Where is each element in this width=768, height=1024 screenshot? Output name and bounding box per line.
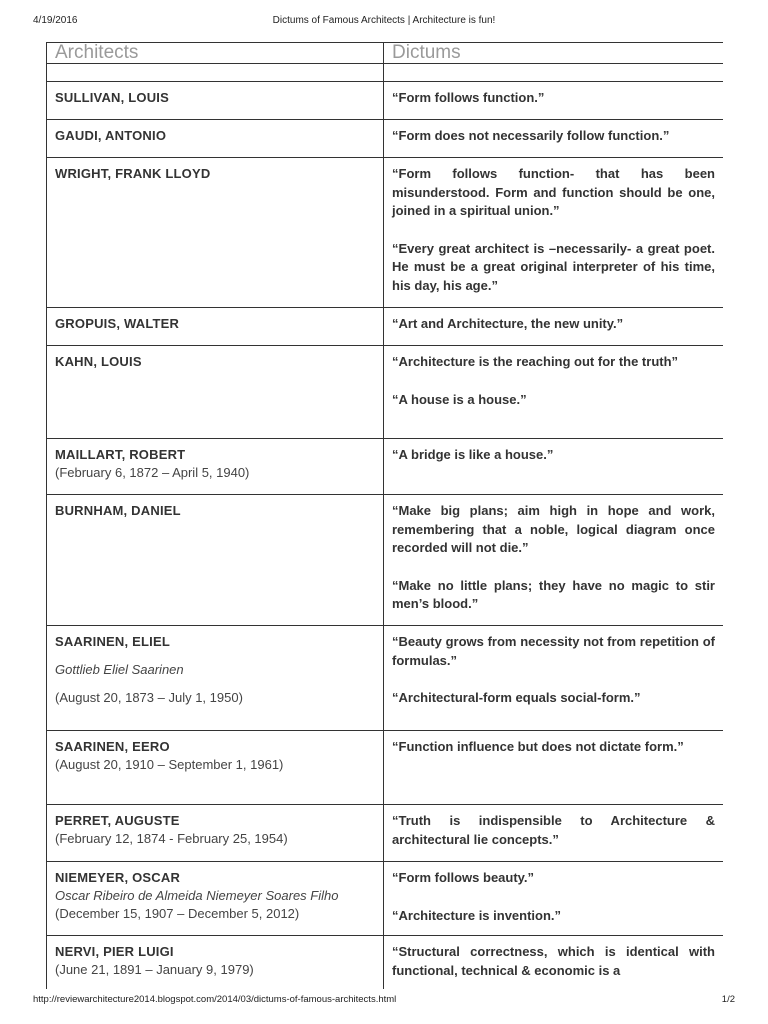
dictum-quote: “Form follows function.”: [392, 90, 545, 105]
architect-cell: [47, 158, 384, 308]
print-date: 4/19/2016: [33, 15, 78, 26]
table-row: [47, 82, 724, 120]
dictum-quote: “Every great architect is –necessarily- a great poet. He must be a great original interpreter of his time, his day, his age.”: [392, 240, 715, 293]
architect-name: SAARINEN, EERO: [55, 739, 170, 754]
architect-name: BURNHAM, DANIEL: [55, 503, 181, 518]
dictum-quote: “Form follows function- that has been misunderstood. Form and function should be one, joined in a spiritual union.”: [392, 166, 715, 218]
architect-dates: (June 21, 1891 – January 9, 1979): [55, 962, 254, 977]
architect-cell: [47, 82, 384, 120]
architect-name: SULLIVAN, LOUIS: [55, 90, 169, 105]
print-footer: [33, 994, 735, 1008]
architect-cell: [47, 805, 384, 862]
header-dictums: Dictums: [384, 43, 724, 64]
architect-dates: (August 20, 1910 – September 1, 1961): [55, 757, 284, 772]
dictum-cell: [384, 805, 724, 862]
header-architects: Architects: [47, 43, 384, 64]
print-header: [33, 15, 735, 29]
architect-cell: [47, 862, 384, 936]
dictum-cell: [384, 120, 724, 158]
architect-cell: [47, 346, 384, 439]
architect-name: KAHN, LOUIS: [55, 354, 142, 369]
architect-name: GAUDI, ANTONIO: [55, 128, 167, 143]
table-row: [47, 120, 724, 158]
dictum-quote: “Architectural-form equals social-form.”: [392, 690, 641, 705]
dictum-cell: [384, 308, 724, 346]
dictum-quote: “Architecture is invention.”: [392, 907, 562, 923]
architect-cell: [47, 495, 384, 626]
dictum-cell: [384, 862, 724, 936]
dictum-quote: “Make no little plans; they have no magic to stir men’s blood.”: [392, 577, 715, 611]
page-number: 1/2: [721, 994, 735, 1005]
architect-name: GROPUIS, WALTER: [55, 316, 180, 331]
dictum-cell: [384, 439, 724, 495]
dictum-cell: [384, 731, 724, 805]
table-row: [47, 439, 724, 495]
table-row: [47, 158, 724, 308]
dictums-table-container: [46, 42, 723, 989]
table-row: [47, 936, 724, 990]
architect-dates: (February 6, 1872 – April 5, 1940): [55, 465, 250, 480]
source-url[interactable]: http://reviewarchitecture2014.blogspot.com/2014/03/dictums-of-famous-architects.html: [33, 994, 397, 1005]
architect-full-name: Gottlieb Eliel Saarinen: [55, 662, 184, 677]
architect-cell: [47, 936, 384, 990]
dictum-cell: [384, 82, 724, 120]
dictum-quote: “Architecture is the reaching out for the truth”: [392, 354, 679, 369]
table-row: [47, 308, 724, 346]
dictum-quote: “Art and Architecture, the new unity.”: [392, 316, 624, 331]
dictum-cell: [384, 626, 724, 731]
architect-dates: (February 12, 1874 - February 25, 1954): [55, 831, 288, 846]
dictum-quote: “Structural correctness, which is identical with functional, technical & economic is a: [392, 944, 715, 978]
dictums-table: [46, 42, 723, 989]
print-page-title: Dictums of Famous Architects | Architecture is fun!: [272, 15, 496, 26]
architect-cell: [47, 120, 384, 158]
dictum-quote: “Make big plans; aim high in hope and work, remembering that a noble, logical diagram once recorded will not die.”: [392, 503, 715, 555]
table-row: [47, 346, 724, 439]
architect-cell: [47, 626, 384, 731]
architect-full-name: Oscar Ribeiro de Almeida Niemeyer Soares Filho: [55, 888, 339, 903]
architect-cell: [47, 308, 384, 346]
architect-dates: (December 15, 1907 – December 5, 2012): [55, 906, 300, 921]
architect-name: MAILLART, ROBERT: [55, 447, 186, 462]
dictum-quote: “A bridge is like a house.”: [392, 447, 554, 462]
dictum-cell: [384, 346, 724, 439]
dictum-quote: “Truth is indispensible to Architecture & architectural lie concepts.”: [392, 813, 715, 847]
table-header-row: [47, 43, 724, 64]
table-row: [47, 731, 724, 805]
table-spacer-row: [47, 64, 724, 82]
architect-name: SAARINEN, ELIEL: [55, 634, 170, 649]
dictum-quote: “Beauty grows from necessity not from repetition of formulas.”: [392, 634, 715, 668]
architect-dates: (August 20, 1873 – July 1, 1950): [55, 690, 243, 705]
table-row: [47, 495, 724, 626]
architect-cell: [47, 731, 384, 805]
architect-cell: [47, 439, 384, 495]
dictum-cell: [384, 158, 724, 308]
architect-name: WRIGHT, FRANK LLOYD: [55, 166, 211, 181]
architect-name: PERRET, AUGUSTE: [55, 813, 180, 828]
dictum-quote: “Function influence but does not dictate form.”: [392, 739, 684, 754]
table-row: [47, 626, 724, 731]
table-row: [47, 862, 724, 936]
dictum-quote: “A house is a house.”: [392, 391, 527, 407]
dictum-cell: [384, 936, 724, 990]
dictum-quote: “Form follows beauty.”: [392, 870, 535, 885]
dictum-cell: [384, 495, 724, 626]
architect-name: NERVI, PIER LUIGI: [55, 944, 174, 959]
dictum-quote: “Form does not necessarily follow function.”: [392, 128, 670, 143]
table-row: [47, 805, 724, 862]
architect-name: NIEMEYER, OSCAR: [55, 870, 181, 885]
